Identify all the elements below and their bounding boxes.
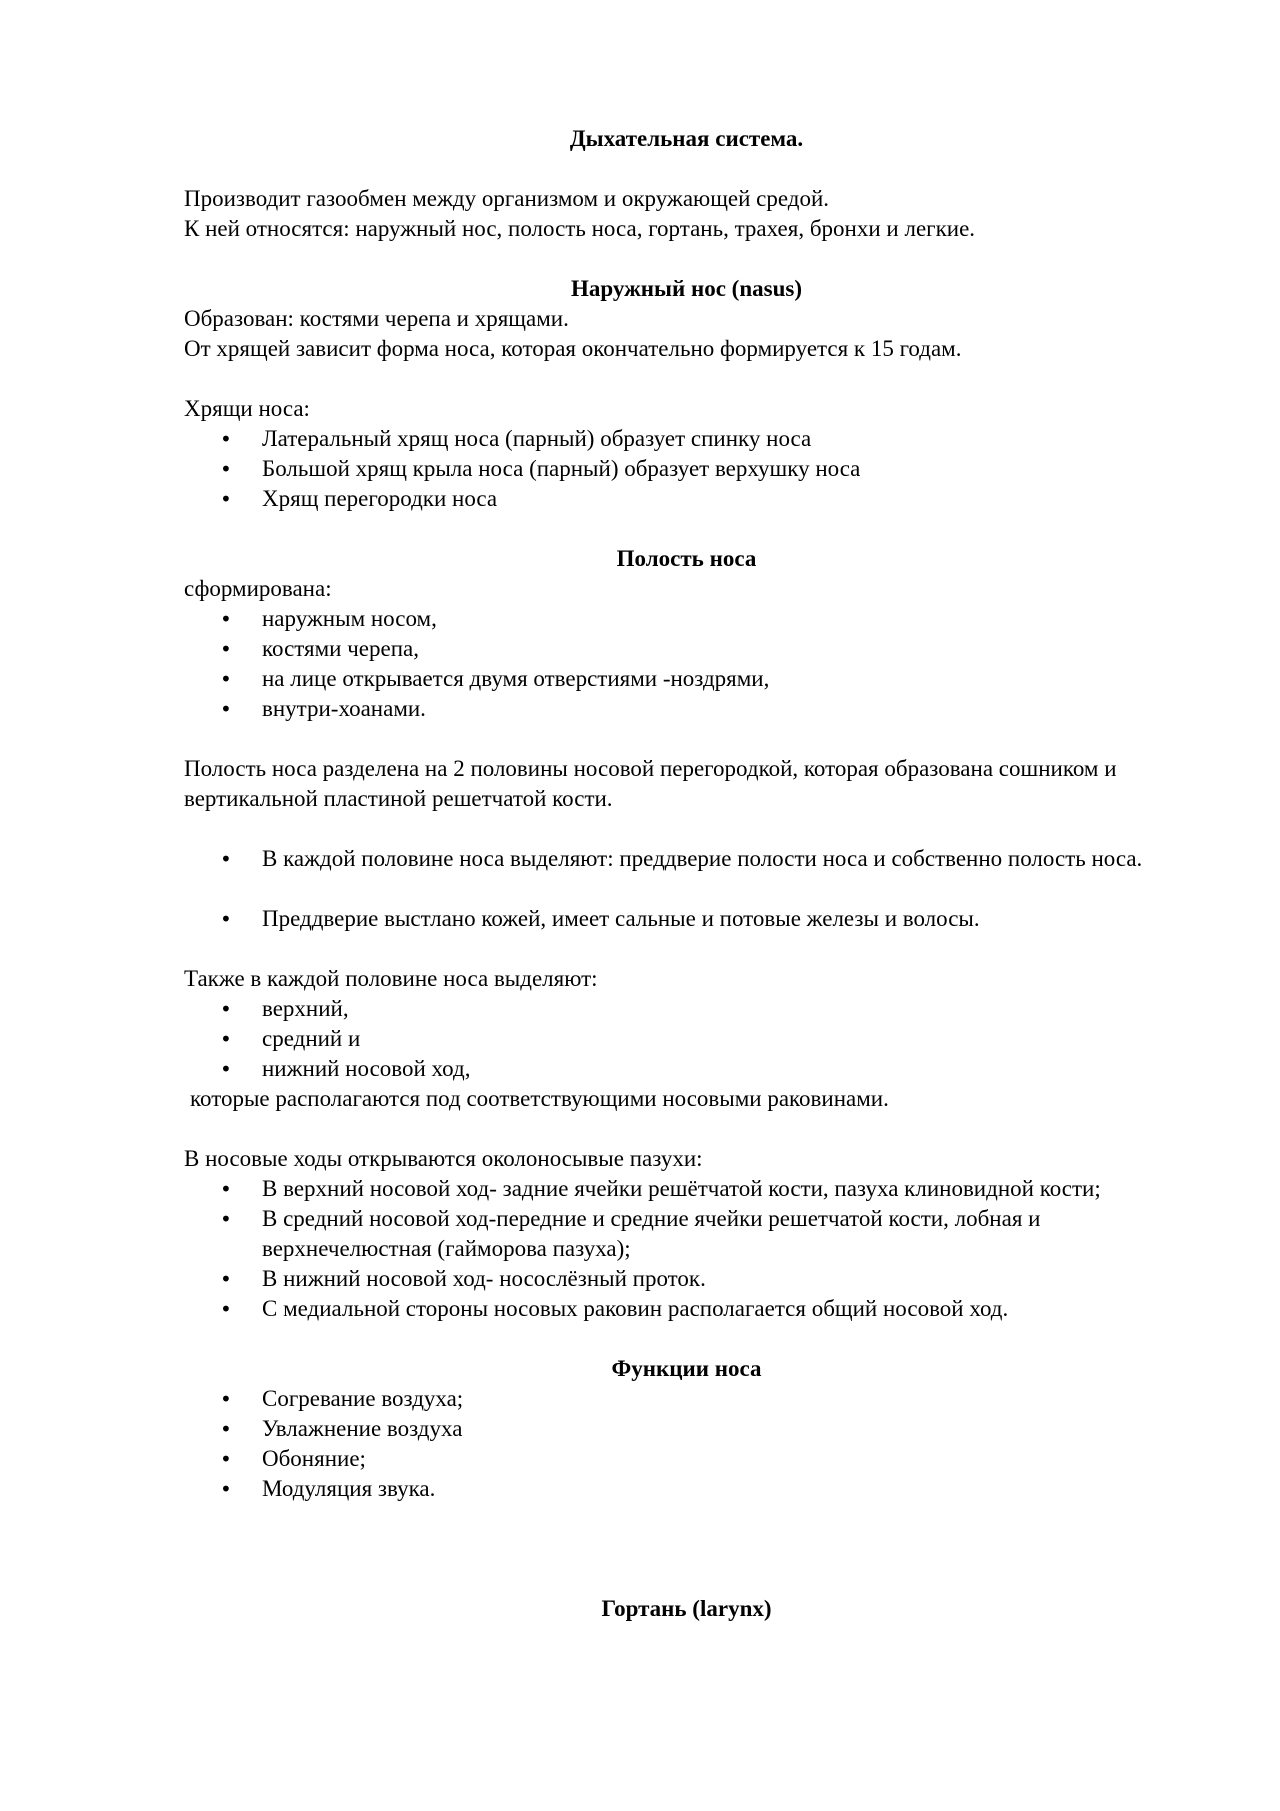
list-label: В носовые ходы открываются околоносывые пазухи: [184, 1146, 703, 1171]
list-item: • Согревание воздуха; [184, 1384, 1189, 1414]
section-heading-functions: Функции носа [611, 1356, 762, 1381]
list-item: • верхний, [184, 994, 1189, 1024]
list-item: • средний и [184, 1024, 1189, 1054]
half-list [184, 844, 1189, 874]
list-item: • Латеральный хрящ носа (парный) образует спинку носа [184, 424, 1189, 454]
sinuses-list [184, 1174, 1189, 1324]
list-label: Также в каждой половине носа выделяют: [184, 966, 598, 991]
list-item: • В средний носовой ход-передние и средние ячейки решетчатой кости, лобная и верхнечелюстная (гайморова пазуха); [184, 1204, 1189, 1264]
list-item: • внутри-хоанами. [184, 694, 1189, 724]
list-item: • Большой хрящ крыла носа (парный) образует верхушку носа [184, 454, 1189, 484]
list-item: • Модуляция звука. [184, 1474, 1189, 1504]
formed-list [184, 604, 1189, 724]
list-item: • нижний носовой ход, [184, 1054, 1189, 1084]
list-item: • костями черепа, [184, 634, 1189, 664]
list-item: • Увлажнение воздуха [184, 1414, 1189, 1444]
cartilage-list [184, 424, 1189, 514]
paragraph: Образован: костями черепа и хрящами. [184, 306, 569, 331]
list-item: • Хрящ перегородки носа [184, 484, 1189, 514]
list-item: • Преддверие выстлано кожей, имеет сальные и потовые железы и волосы. [184, 904, 1189, 934]
list-item: • В нижний носовой ход- носослёзный проток. [184, 1264, 1189, 1294]
list-item: • С медиальной стороны носовых раковин располагается общий носовой ход. [184, 1294, 1189, 1324]
section-heading-cavity: Полость носа [616, 546, 757, 571]
document-content [184, 124, 1189, 1624]
intro-line: К ней относятся: наружный нос, полость носа, гортань, трахея, бронхи и легкие. [184, 216, 976, 241]
paragraph: Полость носа разделена на 2 половины носовой перегородкой, которая образована сошником и вертикальной пластиной решетчатой кости. [184, 756, 1117, 811]
list-item: • В каждой половине носа выделяют: преддверие полости носа и собственно полость носа. [184, 844, 1189, 874]
list-label: Хрящи носа: [184, 396, 310, 421]
passages-list [184, 994, 1189, 1084]
functions-list [184, 1384, 1189, 1504]
list-item: • наружным носом, [184, 604, 1189, 634]
paragraph: От хрящей зависит форма носа, которая окончательно формируется к 15 годам. [184, 336, 962, 361]
section-heading-larynx: Гортань (larynx) [601, 1596, 772, 1621]
section-heading-nose: Наружный нос (nasus) [571, 276, 802, 301]
intro-line: Производит газообмен между организмом и окружающей средой. [184, 186, 830, 211]
vestibule-list [184, 904, 1189, 934]
document-title: Дыхательная система. [569, 126, 804, 151]
list-item: • В верхний носовой ход- задние ячейки решётчатой кости, пазуха клиновидной кости; [184, 1174, 1189, 1204]
list-item: • Обоняние; [184, 1444, 1189, 1474]
paragraph: которые располагаются под соответствующими носовыми раковинами. [190, 1086, 889, 1111]
list-item: • на лице открывается двумя отверстиями -ноздрями, [184, 664, 1189, 694]
list-label: сформирована: [184, 576, 332, 601]
